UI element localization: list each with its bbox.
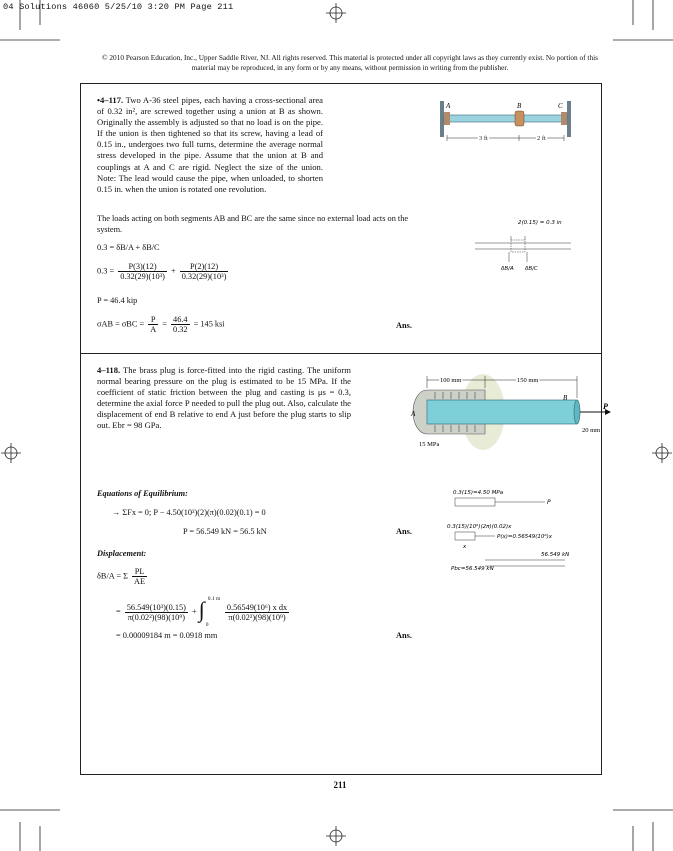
p117-eq2 [97,262,230,281]
problem-118-statement [97,365,351,432]
problem-117-sketch [473,216,573,274]
p117-eq2-num2: P(2)(12) [180,262,229,272]
printer-slug: 04 Solutions 46060 5/25/10 3:20 PM Page 211 [3,2,234,12]
p118-eq4-num1: 56.549(10³)(0.15) [126,602,186,612]
p117-answer-label: Ans. [396,321,412,330]
problem-divider [80,353,601,354]
p118-eq3-frac [132,567,147,586]
p117-eq2-frac1 [118,262,167,281]
fig118-dim-150: 150 mm [517,377,539,384]
fig118-dim-100: 100 mm [440,377,462,384]
problem-118-figure [405,372,615,462]
p117-eq4-frac2 [171,315,190,334]
p118-eq3-den: AE [134,577,146,586]
problem-118-number: 4–118. [97,365,121,375]
page-number: 211 [333,780,347,790]
problem-118-sketch [445,486,595,576]
sketch118-2-px: P(x)=0.56549(10⁶)x [497,534,552,540]
p117-eq1: 0.3 = δB/A + δB/C [97,243,160,252]
sketch118-1-p: P [547,499,551,506]
sketch117-label-bc: δB/C [525,266,538,272]
p118-eq2: P = 56.549 kN = 56.5 kN [183,527,267,536]
p118-eq4-frac2 [225,603,289,622]
p118-eq4-den1: π(0.02²)(98)(10⁹) [127,612,185,622]
problem-117-solution-intro: The loads acting on both segments AB and BC are the same since no external load acts on the system. [97,214,409,234]
p118-eq3-num: PL [132,567,147,577]
p117-eq4-frac1 [148,315,158,334]
p117-eq4-eq: = [162,319,167,329]
p117-eq2-plus: + [170,266,176,276]
p118-eq5: = 0.00009184 m = 0.0918 mm [116,631,218,640]
fig118-pressure: 15 MPa [419,441,440,448]
p117-eq4-den2: 0.32 [173,325,188,334]
p117-eq4-num1: P [148,315,158,325]
fig118-diameter: 20 mm [582,427,601,434]
sketch118-2-note: 0.3(15)(10⁶)(2π)(0.02)x [447,524,512,530]
p117-eq4-rhs: = 145 ksi [193,319,225,329]
p117-eq4-num2: 46.4 [173,315,188,324]
p118-answer1-label: Ans. [396,527,412,536]
p118-answer2-label: Ans. [396,631,412,640]
problem-117-text: Two A-36 steel pipes, each having a cross-sectional area of 0.32 in², are screwed together using a union at B as shown. Originally the assembly is adjusted so that no load is on the pipe. If the union is then tightened so that its screw, having a lead of 0.15 in., undergoes two full turns, determine the average normal stress developed in the pipe. Assume that the union at B and couplings at A and C are rigid. Neglect the size of the union. Note: The lead would cause the pipe, when unloaded, to shorten 0.15 in. when the union is rotated one revolution. [97,95,323,194]
sketch117-label-ba: δB/A [501,266,514,272]
sketch118-3-left: Pbc=56.549 kN [451,566,494,572]
p118-eq1: → ΣFx = 0; P − 4.50(10³)(2)(π)(0.02)(0.1) = 0 [112,508,266,517]
p118-heading-equilibrium: Equations of Equilibrium: [97,489,188,498]
p118-eq3-lhs: δB/A = Σ [97,571,128,581]
sketch118-2-x: x [463,544,467,550]
fig118-label-a: A [411,410,416,418]
p117-eq2-frac2 [180,262,229,281]
p117-eq2-den1: 0.32(29)(10³) [120,272,165,281]
sketch117-note: 2(0.15) = 0.3 in [518,220,562,226]
p118-eq4-num2: 0.56549(10⁶) x dx [226,602,288,612]
p118-heading-displacement: Displacement: [97,549,147,558]
p118-eq4-den2: π(0.02²)(98)(10⁹) [228,612,286,622]
fig117-dim-2ft: 2 ft [537,135,546,142]
integral-sign-icon: ∫ [198,597,205,622]
p117-eq2-num1: P(3)(12) [118,262,167,272]
p117-eq4-lhs: σAB = σBC = [97,319,145,329]
p118-eq4-integral [199,598,221,626]
fig118-label-b: B [563,394,568,402]
problem-117-statement [97,95,323,195]
problem-118-text: The brass plug is force-fitted into the rigid casting. The uniform normal bearing pressure on the plug is estimated to be 15 MPa. If the coefficient of static friction between the plug and casting is μs = 0.3, determine the axial force P needed to pull the plug out. Also, calculate the displacement of end B relative to end A just before the plug starts to slip out. Ebr = 98 GPa. [97,365,351,431]
p118-eq4-plus: + [192,606,197,616]
p118-eq4-int-lower: 0 [205,622,209,628]
p117-eq2-den2: 0.32(29)(10³) [181,272,227,281]
fig117-label-a: A [446,102,451,110]
p117-eq2-lhs: 0.3 = [97,266,115,276]
p118-eq4-frac1 [125,603,188,622]
problem-117-number: •4–117. [97,95,124,105]
p118-eq4 [116,598,291,626]
p117-eq4 [97,315,225,334]
fig117-dim-3ft: 3 ft [479,135,488,142]
p118-eq4-int-upper: 0.1 m [207,596,221,602]
p118-eq4-pre: = [116,606,121,616]
sketch118-3-top: 56.549 kN [541,552,570,558]
sketch118-1-note: 0.3(15)=4.50 MPa [453,490,504,496]
fig118-label-p: P [603,402,608,411]
fig117-label-c: C [558,102,563,110]
p117-eq4-den1: A [150,325,157,334]
fig117-label-b: B [517,102,522,110]
p118-eq3 [97,567,149,586]
copyright-notice: © 2010 Pearson Education, Inc., Upper Saddle River, NJ. All rights reserved. This material is protected under all copyright laws as they currently exist. No portion of this material may be reproduced, in any form or by any means, without permission in writing from the publisher. [102,53,598,72]
problem-117-figure [437,95,577,153]
p117-eq3: P = 46.4 kip [97,296,138,305]
